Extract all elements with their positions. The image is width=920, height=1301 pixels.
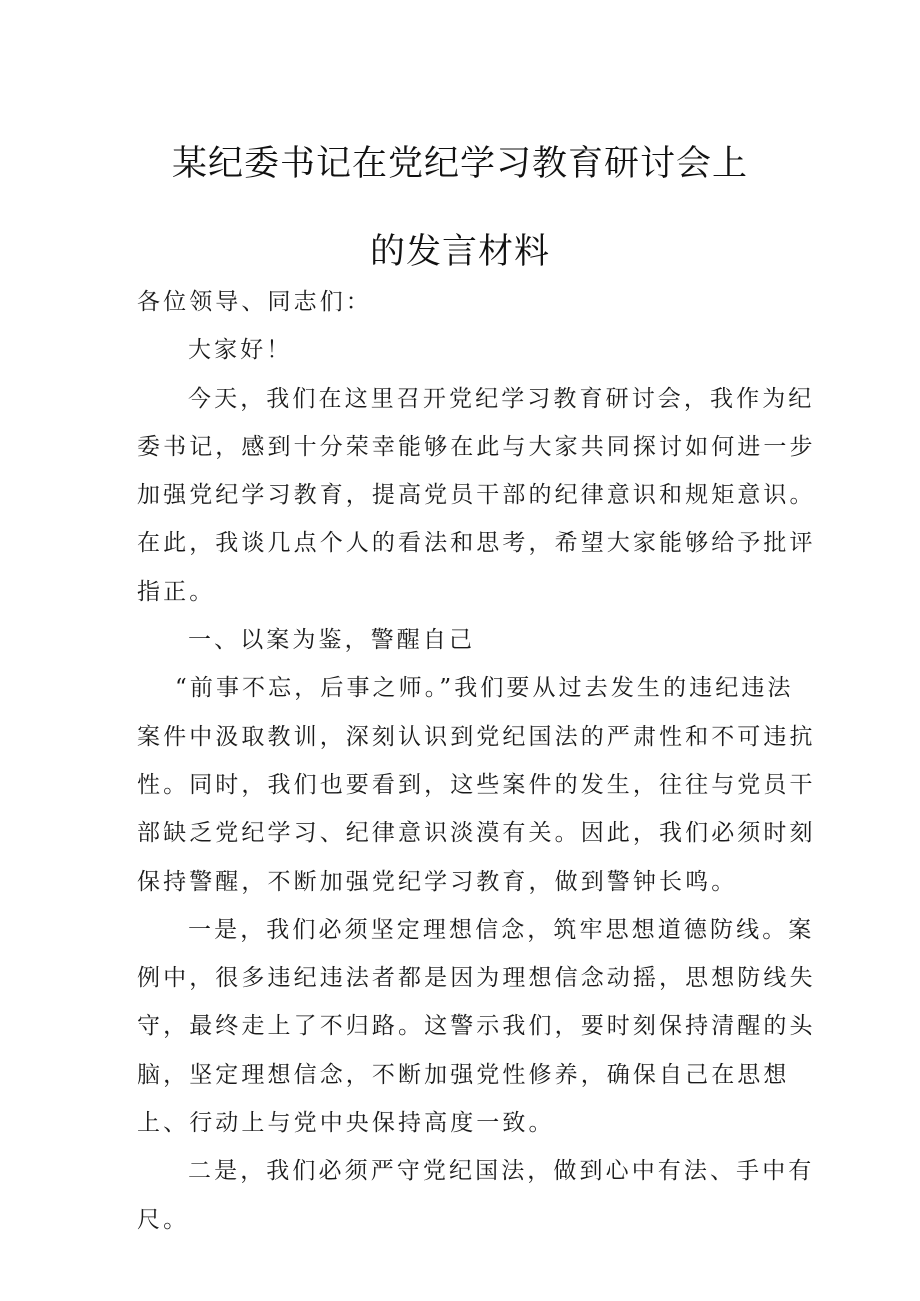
section-heading-1: 一、以案为鉴，警醒自己 [188,627,476,654]
paragraph-lessons: “前事不忘，后事之师。”我们要从过去发生的违纪违法案件中汲取教训，深刻认识到党纪国法的严肃性和不可违抗性。同时，我们也要看到，这些案件的发生，往往与党员干部缺乏党纪学习、纪律意识淡漠有关。因此，我们必须时刻保持警醒，不断加强党纪学习教育，做到警钟长鸣。 [137,675,816,895]
document-body [137,278,817,1244]
paragraph-greeting: 大家好！ [188,337,293,364]
document-title-line-2: 的发言材料 [369,232,550,272]
paragraph-introduction: 今天，我们在这里召开党纪学习教育研讨会，我作为纪委书记，感到十分荣幸能够在此与大家共同探讨如何进一步加强党纪学习教育，提高党员干部的纪律意识和规矩意识。在此，我谈几点个人的看法和思考，希望大家能够给予批评指正。 [137,385,816,605]
document-title-line-1: 某纪委书记在党纪学习教育研讨会上 [171,144,748,184]
paragraph-point-1: 一是，我们必须坚定理想信念，筑牢思想道德防线。案例中，很多违纪违法者都是因为理想信念动摇，思想防线失守，最终走上了不归路。这警示我们，要时刻保持清醒的头脑，坚定理想信念，不断加强党性修养，确保自己在思想上、行动上与党中央保持高度一致。 [137,916,816,1137]
paragraph-point-2: 二是，我们必须严守党纪国法，做到心中有法、手中有尺。 [137,1158,815,1233]
salutation: 各位领导、同志们： [137,289,372,315]
